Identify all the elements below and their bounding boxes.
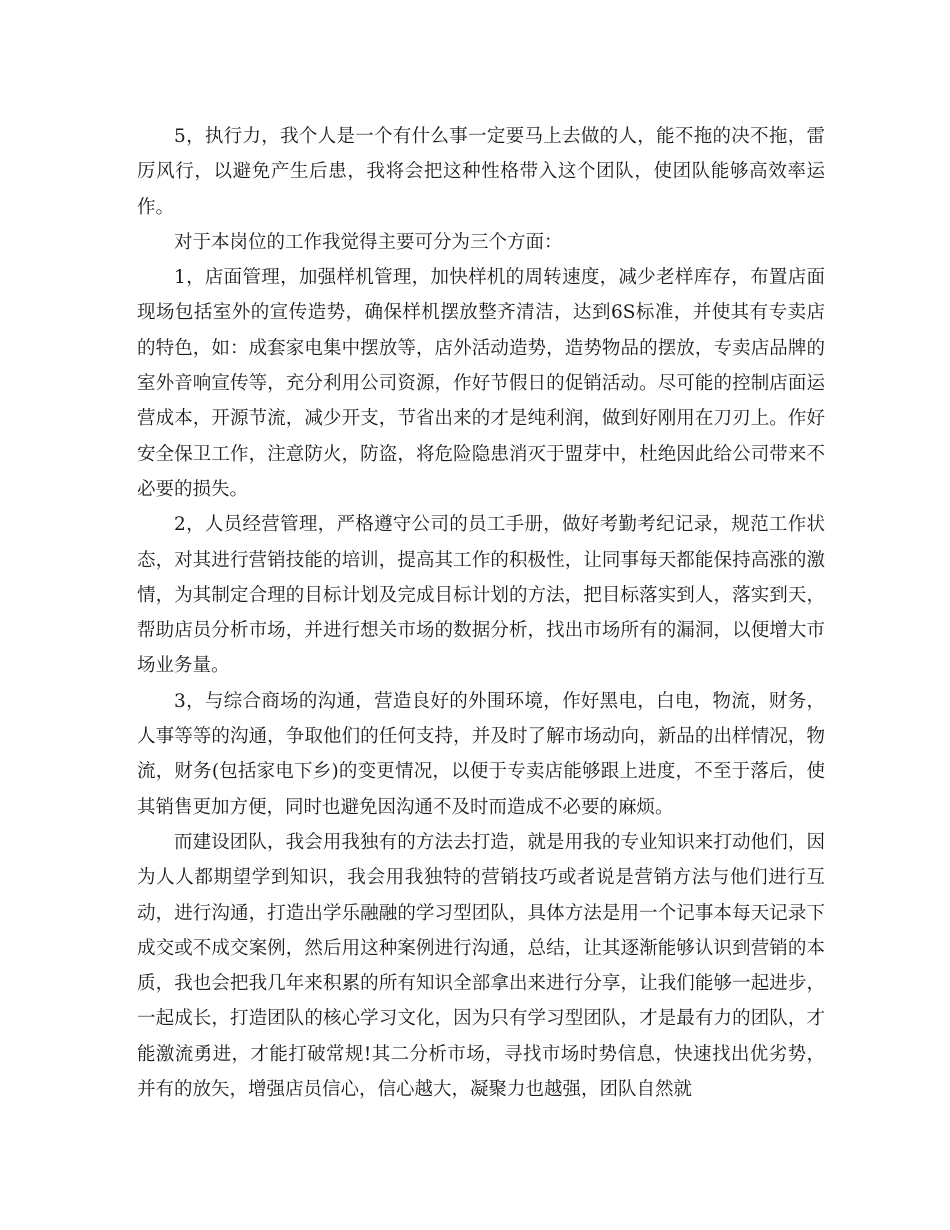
paragraph-team-building: 而建设团队，我会用我独有的方法去打造，就是用我的专业知识来打动他们，因为人人都期望学到知识，我会用我独特的营销技巧或者说是营销方法与他们进行互动，进行沟通，打造出学乐融融的学习型团队，具体方法是用一个记事本每天记录下成交或不成交案例，然后用这种案例进行沟通，总结，让其逐渐能够认识到营销的本质，我也会把我几年来积累的所有知识全部拿出来进行分享，让我们能够一起进步，一起成长，打造团队的核心学习文化，因为只有学习型团队，才是最有力的团队，才能激流勇进，才能打破常规!其二分析市场，寻找市场时势信息，快速找出优劣势，并有的放矢，增强店员信心，信心越大，凝聚力也越强，团队自然就 — [137, 831, 825, 1101]
paragraph-mall-communication: 3，与综合商场的沟通，营造良好的外围环境，作好黑电，白电，物流，财务，人事等等的沟通，争取他们的任何支持，并及时了解市场动向，新品的出样情况，物流，财务(包括家电下乡)的变更情况，以便于专卖店能够跟上进度，不至于落后，使其销售更加方便，同时也避免因沟通不及时而造成不必要的麻烦。 — [137, 690, 825, 818]
paragraph-store-management: 1，店面管理，加强样机管理，加快样机的周转速度，减少老样库存，布置店面现场包括室外的宣传造势，确保样机摆放整齐清洁，达到6S标准，并使其有专卖店的特色，如：成套家电集中摆放等，店外活动造势，造势物品的摆放，专卖店品牌的室外音响宣传等，充分利用公司资源，作好节假日的促销活动。尽可能的控制店面运营成本，开源节流，减少开支，节省出来的才是纯利润，做到好刚用在刀刃上。作好安全保卫工作，注意防火，防盗，将危险隐患消灭于盟芽中，杜绝因此给公司带来不必要的损失。 — [137, 267, 825, 500]
paragraph-execution: 5，执行力，我个人是一个有什么事一定要马上去做的人，能不拖的决不拖，雷厉风行，以避免产生后患，我将会把这种性格带入这个团队，使团队能够高效率运作。 — [137, 126, 825, 218]
paragraph-staff-management: 2，人员经营管理，严格遵守公司的员工手册，做好考勤考纪记录，规范工作状态，对其进行营销技能的培训，提高其工作的积极性，让同事每天都能保持高涨的激情，为其制定合理的目标计划及完成目标计划的方法，把目标落实到人，落实到天，帮助店员分析市场，并进行想关市场的数据分析，找出市场所有的漏洞，以便增大市场业务量。 — [137, 514, 825, 677]
paragraph-job-overview: 对于本岗位的工作我觉得主要可分为三个方面： — [174, 231, 563, 253]
document-body — [137, 119, 825, 1107]
